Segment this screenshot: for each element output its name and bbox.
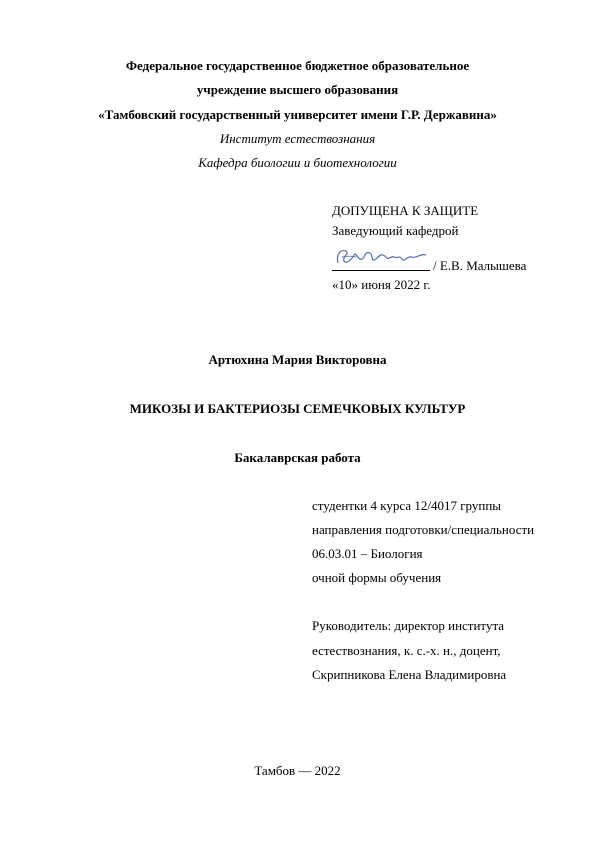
approval-status: ДОПУЩЕНА К ЗАЩИТЕ — [332, 203, 479, 218]
student-line-2: направления подготовки/специальности — [312, 522, 535, 537]
student-line-3: 06.03.01 – Биология — [312, 546, 423, 561]
header-department: Кафедра биологии и биотехнологии — [198, 155, 397, 170]
handwritten-signature — [332, 245, 432, 267]
footer-city-year: Тамбов — 2022 — [254, 763, 341, 778]
approval-signer: / Е.В. Малышева — [433, 258, 527, 273]
supervisor-line-2: естествознания, к. с.-х. н., доцент, — [312, 643, 501, 658]
approval-role: Заведующий кафедрой — [332, 223, 459, 238]
signature-block — [332, 249, 432, 271]
header-line-1: Федеральное государственное бюджетное образовательное — [125, 58, 470, 73]
work-type: Бакалаврская работа — [234, 450, 361, 465]
header-institute: Институт естествознания — [219, 131, 376, 146]
author-name: Артюхина Мария Викторовна — [208, 352, 387, 367]
signature-line — [332, 270, 430, 271]
supervisor-line-1: Руководитель: директор института — [312, 618, 505, 633]
student-line-1: студентки 4 курса 12/4017 группы — [312, 498, 502, 513]
thesis-title: МИКОЗЫ И БАКТЕРИОЗЫ СЕМЕЧКОВЫХ КУЛЬТУР — [129, 401, 466, 416]
header-line-2: учреждение высшего образования — [196, 82, 399, 97]
header-university: «Тамбовский государственный университет имени Г.Р. Державина» — [98, 107, 497, 122]
supervisor-line-3: Скрипникова Елена Владимировна — [312, 667, 507, 682]
approval-date: «10» июня 2022 г. — [332, 277, 431, 292]
student-line-4: очной формы обучения — [312, 570, 442, 585]
